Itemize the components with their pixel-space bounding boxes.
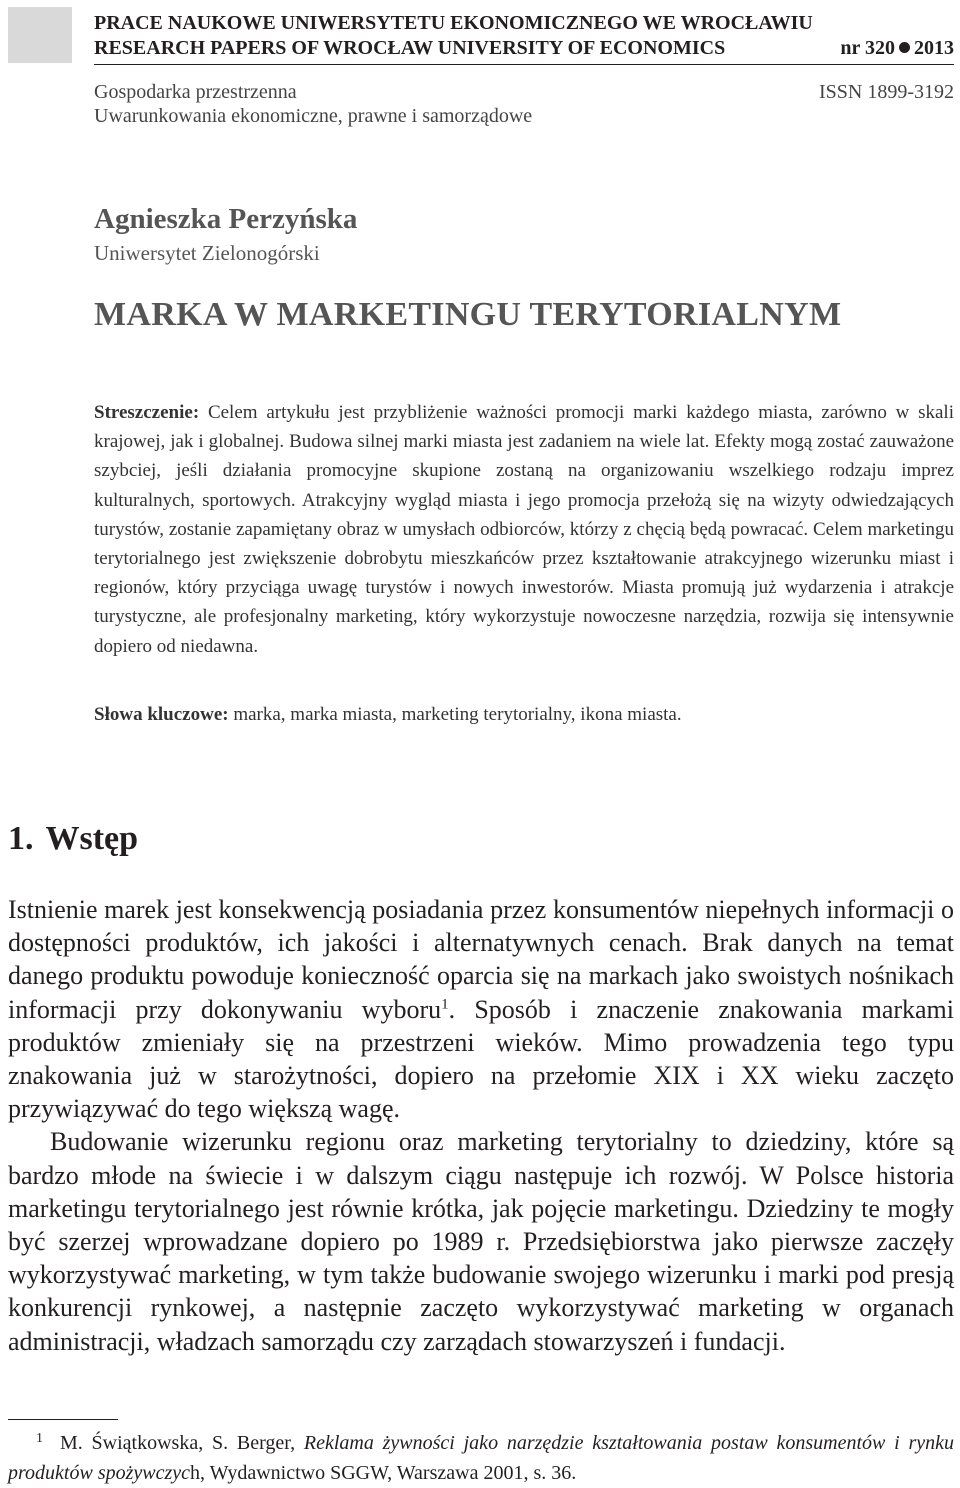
author-name: Agnieszka Perzyńska: [94, 203, 358, 235]
paragraph-text: . Sposób i znaczenie znakowania markami produktów zmieniały się na przestrzeni wieków. Mimo prowadzenia tego typu znakowania już w starożytności, dopiero na przełomie XIX i XX wieku zaczęto przywiązywać do tego większą wagę.: [8, 994, 954, 1124]
journal-header-line2: [94, 36, 954, 61]
paragraph: [8, 893, 954, 1125]
author-affiliation: Uniwersytet Zielonogórski: [94, 241, 320, 265]
journal-name-pl: PRACE NAUKOWE UNIWERSYTETU EKONOMICZNEGO WE WROCŁAWIU: [94, 12, 813, 34]
abstract-text: Celem artykułu jest przybliżenie ważności promocji marki każdego miasta, zarówno w skali krajowej, jak i globalnej. Budowa silnej marki miasta jest zadaniem na wiele lat. Efekty mogą zostać zauważone szybciej, jeśli działania promocyjne skupione zostaną na organizowaniu wszelkiego rodzaju imprez kulturalnych, sportowych. Atrakcyjny wygląd miasta i jego promocja przełożą się na wizyty odwiedzających turystów, zostanie zapamiętany obraz w umysłach odbiorców, którzy z chęcią będą powracać. Celem marketingu terytorialnego jest zwiększenie dobrobytu mieszkańców przez kształtowanie atrakcyjnego wizerunku miast i regionów, który przyciąga uwagę turystów i nowych inwestorów. Miasta promują już wydarzenia i atrakcje turystyczne, ale profesjonalny marketing, który wykorzystuje nowoczesne narzędzia, rozwija się intensywnie dopiero od niedawna.: [94, 402, 954, 657]
bullet-dot-icon: [899, 42, 910, 53]
journal-header-line1: [94, 11, 954, 36]
series-name: Gospodarka przestrzenna: [94, 81, 297, 103]
issue-year: 2013: [914, 37, 954, 59]
footnote-ref[interactable]: 1: [441, 995, 449, 1012]
section-heading: [8, 820, 138, 858]
body-text: [8, 893, 954, 1358]
journal-name-en: RESEARCH PAPERS OF WROCŁAW UNIVERSITY OF ECONOMICS: [94, 37, 726, 59]
paragraph: Budowanie wizerunku regionu oraz marketing terytorialny to dziedziny, które są bardzo młode na świecie i w dalszym ciągu następuje ich rozwój. W Polsce historia marketingu terytorialnego jest równie krótka, jak pojęcie marketingu. Dziedziny te mogły być szerzej wprowadzane dopiero po 1989 r. Przedsiębiorstwa jako pierwsze zaczęły wykorzystywać marketing, w tym także budowanie swojego wizerunku i marki pod presją konkurencji rynkowej, a następnie zaczęto wykorzystywać marketing w organach administracji, władzach samorządu czy zarządach stowarzyszeń i fundacji.: [8, 1127, 954, 1356]
paragraph-text: Istnienie marek jest konsekwencją posiadania przez konsumentów niepełnych informacji o dostępności produktów, ich jakości i alternatywnych cenach. Brak danych na temat danego produktu powoduje konieczność oparcia się na markach jako swoistych nośnikach informacji przy dokonywaniu wyboru: [8, 895, 954, 1024]
journal-header: [94, 11, 954, 65]
keywords-label: Słowa kluczowe:: [94, 704, 229, 725]
series-meta: [94, 80, 954, 128]
issn: ISSN 1899-3192: [818, 81, 954, 103]
footnote: [8, 1424, 954, 1488]
footnote-rule: [8, 1419, 118, 1420]
keywords-text: marka, marka miasta, marketing terytorialny, ikona miasta.: [233, 704, 682, 725]
issue-number: nr 320: [840, 37, 895, 59]
section-number: 1.: [8, 820, 34, 857]
series-subtitle: Uwarunkowania ekonomiczne, prawne i samorządowe: [94, 105, 533, 127]
keywords: [94, 702, 954, 728]
abstract: [94, 398, 954, 661]
header-rule: [94, 64, 954, 65]
footnote-rest: h, Wydawnictwo SGGW, Warszawa 2001, s. 36.: [190, 1462, 577, 1484]
section-title: Wstęp: [45, 820, 139, 857]
footnote-number: 1: [36, 1431, 43, 1446]
paper-title: MARKA W MARKETINGU TERYTORIALNYM: [94, 296, 842, 333]
issue-info: [840, 36, 954, 61]
abstract-label: Streszczenie:: [94, 402, 200, 423]
series-logo-box: [8, 7, 72, 63]
footnote-title: Reklama żywności jako narzędzie kształtowania postaw konsumentów i rynku produktów spożywczyc: [8, 1432, 954, 1484]
footnote-authors: M. Świątkowska, S. Berger,: [60, 1432, 296, 1454]
